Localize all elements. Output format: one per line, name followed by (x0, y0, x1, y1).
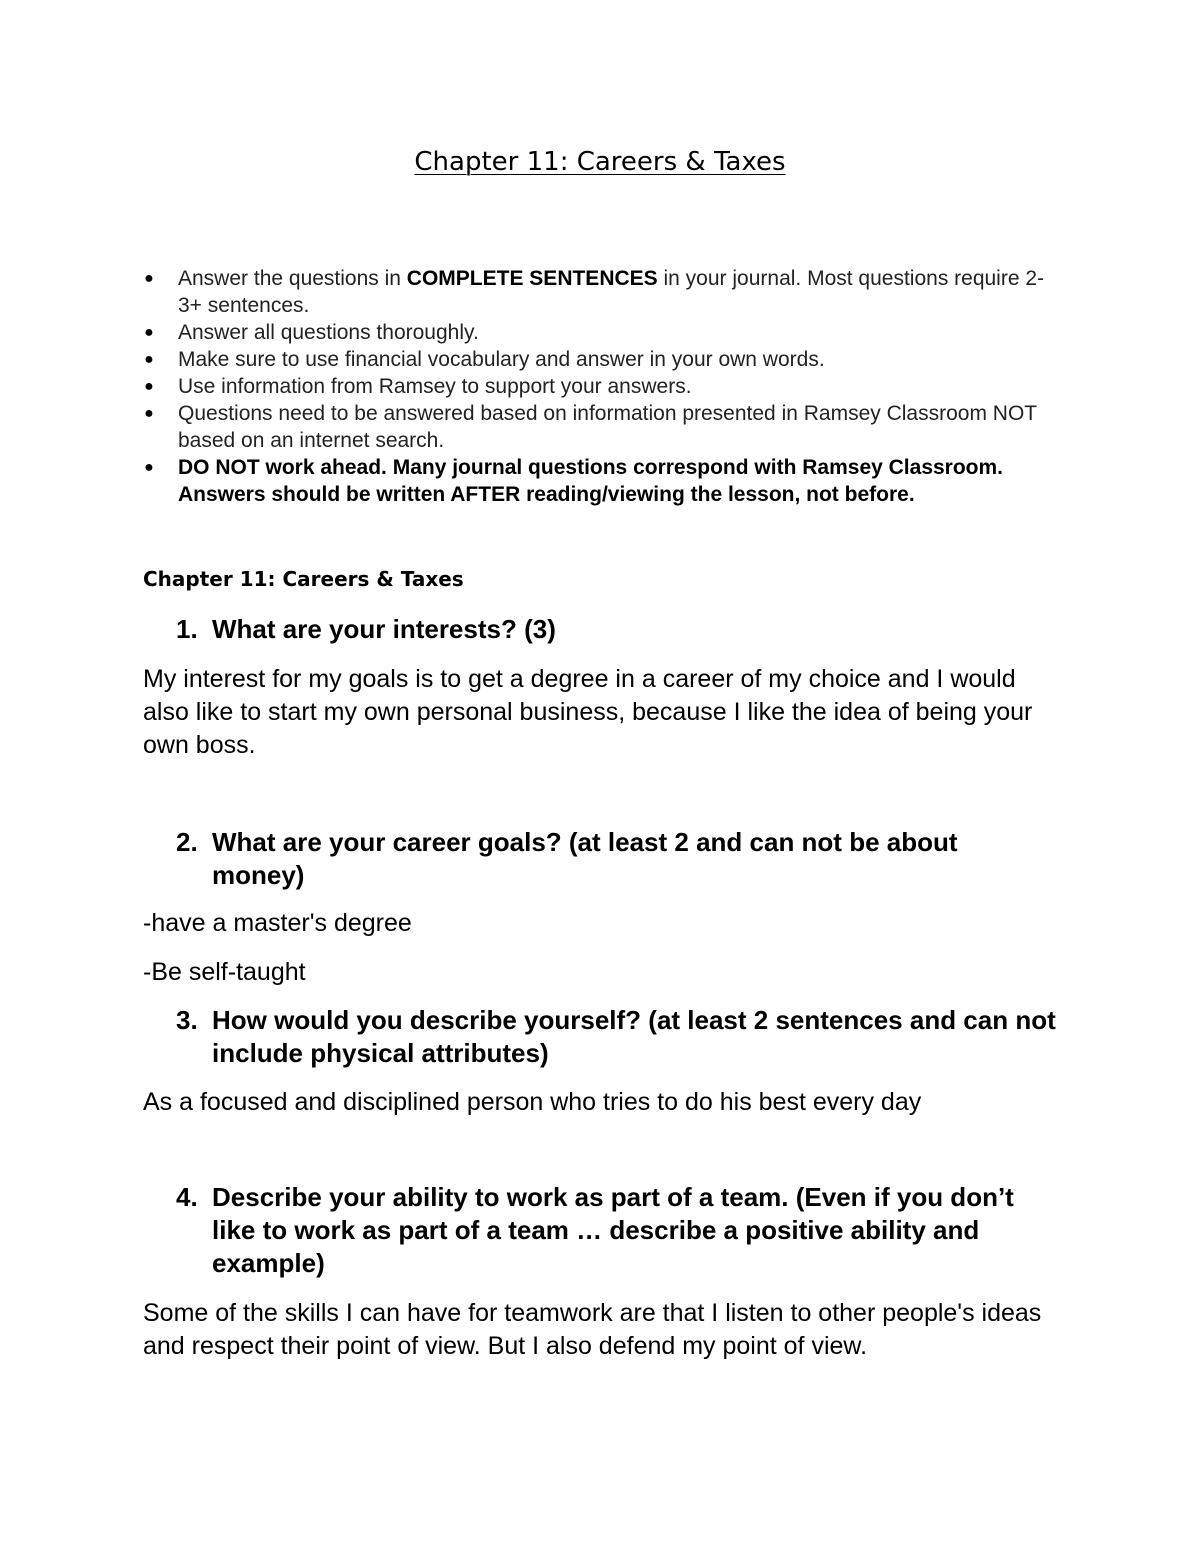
question-number: 2. (176, 827, 198, 857)
bullet-icon: ● (144, 324, 154, 341)
instruction-text: in your journal. Most questions require 2-3+ sentences. (178, 267, 1045, 317)
instruction-item (143, 373, 1053, 400)
bullet-icon: ● (144, 378, 154, 395)
bullet-icon: ● (144, 351, 154, 368)
instruction-text: DO NOT work ahead. Many journal questions correspond with Ramsey Classroom. Answers should be written AFTER reading/viewing the lesson, not before. (178, 456, 1004, 506)
instruction-text: Answer the questions in (178, 267, 407, 290)
question-1 (176, 613, 1056, 646)
answer-2-line-1: -have a master's degree (143, 909, 412, 937)
instruction-emphasis: COMPLETE SENTENCES (406, 267, 658, 290)
answer-4: Some of the skills I can have for teamwork are that I listen to other people's ideas and respect their point of view. But I also defend my point of view. (143, 1299, 1042, 1360)
bullet-icon: ● (144, 270, 154, 287)
instruction-item (143, 400, 1053, 454)
answer-1: My interest for my goals is to get a degree in a career of my choice and I would also like to start my own personal business, because I like the idea of being your own boss. (143, 665, 1033, 759)
instruction-item (143, 265, 1053, 319)
instruction-item (143, 346, 1053, 373)
bullet-icon: ● (144, 459, 154, 476)
question-4 (176, 1181, 1056, 1280)
instruction-text: Make sure to use financial vocabulary and answer in your own words. (178, 348, 825, 371)
document-title (0, 145, 1200, 179)
question-number: 4. (176, 1182, 198, 1212)
question-text: Describe your ability to work as part of a team. (Even if you don’t like to work as part of a team … describe a positive ability and example) (212, 1182, 1014, 1278)
question-text: How would you describe yourself? (at least 2 sentences and can not include physical attributes) (212, 1005, 1056, 1068)
instruction-text: Answer all questions thoroughly. (178, 321, 479, 344)
question-number: 1. (176, 614, 198, 644)
question-text: What are your career goals? (at least 2 and can not be about money) (212, 827, 958, 890)
document-title-text: Chapter 11: Careers & Taxes (414, 147, 786, 177)
bullet-icon: ● (144, 405, 154, 422)
question-text: What are your interests? (3) (212, 614, 556, 644)
question-2 (176, 826, 1056, 892)
instructions-list (143, 265, 1053, 508)
answer-2-line-2: -Be self-taught (143, 958, 306, 986)
instruction-text: Questions need to be answered based on information presented in Ramsey Classroom NOT based on an internet search. (178, 402, 1037, 452)
instruction-item-warning (143, 454, 1053, 508)
question-number: 3. (176, 1005, 198, 1035)
instruction-text: Use information from Ramsey to support your answers. (178, 375, 692, 398)
section-heading: Chapter 11: Careers & Taxes (143, 567, 464, 591)
instruction-item (143, 319, 1053, 346)
question-3 (176, 1004, 1056, 1070)
answer-3: As a focused and disciplined person who tries to do his best every day (143, 1088, 922, 1116)
